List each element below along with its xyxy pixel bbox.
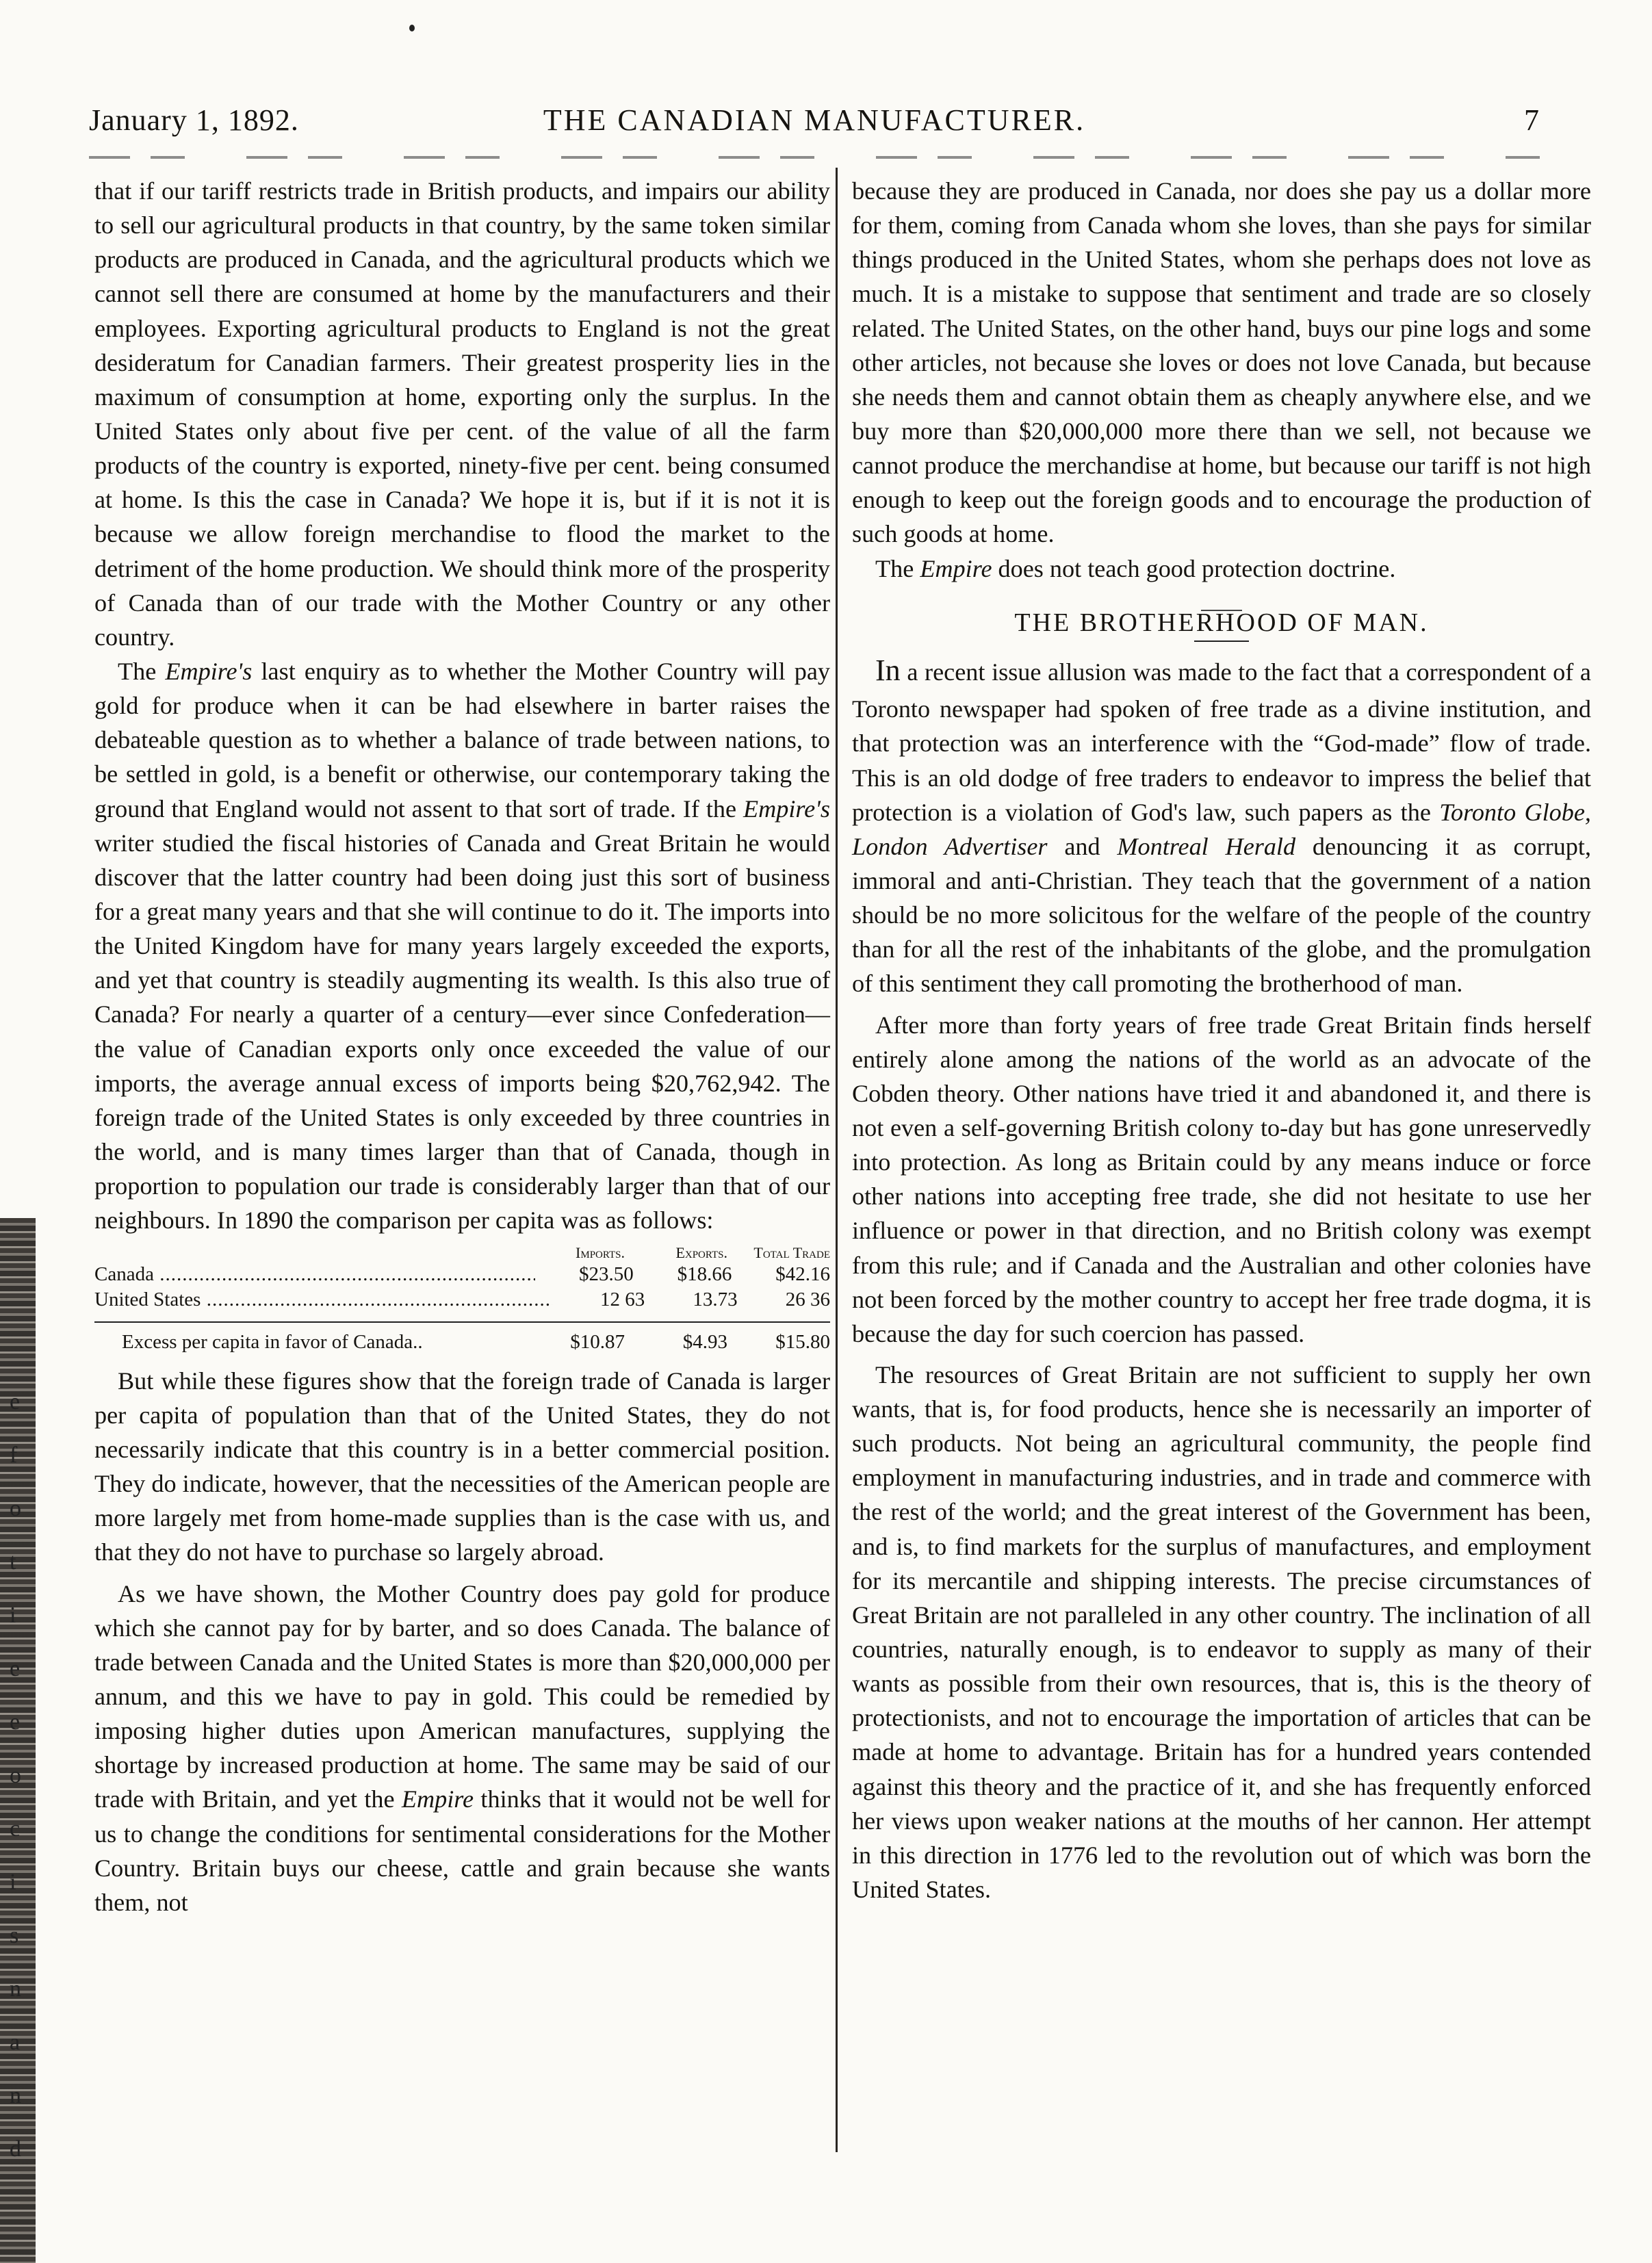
publication-name: Montreal Herald [1117,832,1296,860]
table-row [94,1262,830,1288]
paragraph: After more than forty years of free trade Great Britain finds herself entirely alone among the nations of the world as an advocate of the Cobden theory. Other nations have tried it and abandoned it, and there is not even a self-governing British colony to-day but has gone unreservedly into protection. As long as Britain could by any means induce or force other nations into accepting free trade, she did not hesitate to use her influence or power in that direction, and no British colony was exempt from this rule; and if Canada and the Australian and other colonies have not been forced by the mother country to accept her free trade dogma, it is because the day for such coercion has passed. [852,1011,1591,1347]
table-cell: 12 63 [600,1289,645,1311]
row-label: United States ..... [94,1287,552,1313]
margin-glyph: c [10,1816,21,1841]
paragraph: because they are produced in Canada, nor does she pay us a dollar more for them, coming from Canada whom she loves, than she pays for similar things produced in the United States, whom she perhaps does not love as much. It is a mistake to suppose that sentiment and trade are so closely related. The United States, on the other hand, buys our pine logs and some other articles, not because she loves or does not love Canada, but because she needs them and cannot obtain them as cheaply anywhere else, and we buy more than $20,000,000 more there than we sell, not because we cannot produce the merchandise at home, but because our tariff is not high enough to keep out the foreign goods and to encourage the production of such goods at home. [852,177,1591,548]
table-cell: $15.80 [775,1331,830,1354]
column-header: Exports. [675,1244,727,1262]
section-separator [852,586,1591,605]
column-header: Total Trade [753,1244,830,1262]
row-label: Excess per capita in favor of Canada.. [122,1331,423,1354]
running-head [89,103,1540,151]
right-column [852,174,1591,1906]
section-heading: THE BROTHERHOOD OF MAN. [1014,608,1429,637]
paragraph: In a recent issue allusion was made to the fact that a correspondent of a Toronto newspaper had spoken of free trade as a divine institution, and that protection was an interference with the “God-made” flow of trade. This is an old dodge of free traders to endeavor to impress the belief that protection is a violation of God's law, such papers as the Toronto Globe, London Advertiser and Montreal Herald denouncing it as corrupt, immoral and anti-Christian. They teach that the government of a nation should be no more solicitous for the welfare of the people of the country than for all the rest of the inhabitants of the globe, and the promulgation of this sentiment they call promoting the brotherhood of man. [852,654,1592,998]
table-cell: $23.50 [579,1263,634,1285]
page-number: 7 [1524,103,1540,137]
margin-glyph: o [10,1763,21,1788]
margin-glyph: a [10,2030,21,2055]
margin-glyph: t [10,1549,16,1575]
table-cell: $4.93 [682,1331,727,1354]
table-cell: $10.87 [570,1331,625,1354]
margin-glyph: n [10,1976,21,2002]
table-row [94,1287,830,1313]
margin-glyph: e [10,1656,21,1681]
table-cell: 26 36 [785,1289,831,1311]
margin-glyph: i [10,1870,16,1895]
issue-date: January 1, 1892. [89,103,299,137]
row-label: Canada ..... [94,1262,535,1288]
column-rule [836,168,838,2152]
paragraph: But while these figures show that the foreign trade of Canada is larger per capita of population than that of the United States, they do not necessarily indicate that this country is in a better commercial position. They do indicate, however, that the necessities of the American people are more largely met from home-made supplies than is the case with us, and that they do not have to purchase so largely abroad. [94,1367,830,1566]
margin-glyph: n [10,2083,21,2108]
table-cell: $42.16 [775,1263,830,1285]
paragraph: The Empire's last enquiry as to whether the Mother Country will pay gold for produce when it can be had elsewhere in barter raises the debateable question as to whether a balance of trade between nations, to be settled in gold, is a benefit or otherwise, our contemporary taking the ground that England would not assent to that sort of trade. If the Empire's writer studied the fiscal histories of Canada and Great Britain he would discover that the latter country had been doing just this sort of business for a great many years and that she will continue to do it. The imports into the United Kingdom have for many years largely exceeded the exports, and yet that country is steadily augmenting its wealth. Is this also true of Canada? For nearly a quarter of a century—ever since Confederation—the value of Canadian exports only once exceeded the value of our imports, the average annual excess of imports being $20,762,942. The foreign trade of the United States is only exceeded by three countries in the world, and is many times larger than that of Canada, though in proportion to population our trade is considerably larger than that of our neighbours. In 1890 the comparison per capita was as follows: [94,657,830,1234]
margin-glyph: e [10,1389,21,1414]
margin-glyph: e [10,1709,21,1735]
margin-glyph: o [10,1496,21,1521]
initial-cap: In [875,654,901,688]
publication-name: Empire's [165,657,253,685]
table-cell: $18.66 [677,1263,732,1285]
table-header-row [94,1244,830,1261]
publication-name: Toronto Globe, London Advertiser [852,798,1591,860]
publication-name: Empire's [743,794,830,823]
publication-name: Empire [401,1785,474,1813]
margin-glyph: s [10,1923,19,1948]
margin-glyph: f [10,1443,18,1468]
margin-glyph: d [10,2136,21,2162]
publication-title: THE CANADIAN MANUFACTURER. [543,103,1086,137]
header-rule [89,156,1540,159]
scan-speck [409,25,415,31]
heading-rule [1194,641,1249,642]
paragraph: The resources of Great Britain are not sufficient to supply her own wants, that is, for food products, hence she is necessarily an importer of such products. Not being an agricultural community, the people find employment in manufacturing industries, and in trade and commerce with the rest of the world; and the great interest of the Government has been, and is, to find markets for the surplus of manufactures, and employment for its mercantile and shipping interests. The precise circumstances of Great Britain are not paralleled in any other country. The inclination of all countries, naturally enough, is to endeavor to supply as many of their wants as possible from their own resources, that is, this is the theory of protectionists, and not to encourage the importation of articles that can be made at home to advantage. Britain has for a hundred years contended against this theory and the practice of it, and she has frequently enforced her views upon weaker nations at the mouths of her cannon. Her attempt in this direction in 1776 led to the revolution out of which was born the United States. [852,1360,1591,1904]
left-column [94,174,830,1919]
column-header: Imports. [576,1244,625,1262]
margin-glyph: i [10,1603,16,1628]
paragraph: that if our tariff restricts trade in British products, and impairs our ability to sell our agricultural products in that country, by the same token similar products are produced in Canada, and the agricultural products which we cannot sell there are consumed at home by the manufacturers and their employees. Exporting agricultural products to England is not the great desideratum for Canadian farmers. Their greatest prosperity lies in the maximum of consumption at home, exporting only the surplus. In the United States only about five per cent. of the value of all the farm products of the country is exported, ninety-five per cent. being consumed at home. Is this the case in Canada? We hope it is, but if it is not it is because we allow foreign merchandise to flood the market to the detriment of the home production. We should think more of the prosperity of Canada than of our trade with the Mother Country or any other country. [94,177,830,651]
paragraph: The Empire does not teach good protection doctrine. [875,554,1396,582]
per-capita-table [94,1244,830,1355]
publication-name: Empire [920,554,992,582]
table-total-row [94,1330,830,1356]
paragraph: As we have shown, the Mother Country does pay gold for produce which she cannot pay for by barter, and so does Canada. The balance of trade between Canada and the United States is more than $20,000,000 per annum, and this we have to pay in gold. This could be remedied by imposing higher duties upon American manufactures, supplying the shortage by increased production at home. The same may be said of our trade with Britain, and yet the Empire thinks that it would not be well for us to change the conditions for sentimental considerations for the Mother Country. Britain buys our cheese, cattle and grain because she wants them, not [94,1579,830,1916]
table-cell: 13.73 [693,1289,738,1311]
table-rule [94,1321,830,1323]
